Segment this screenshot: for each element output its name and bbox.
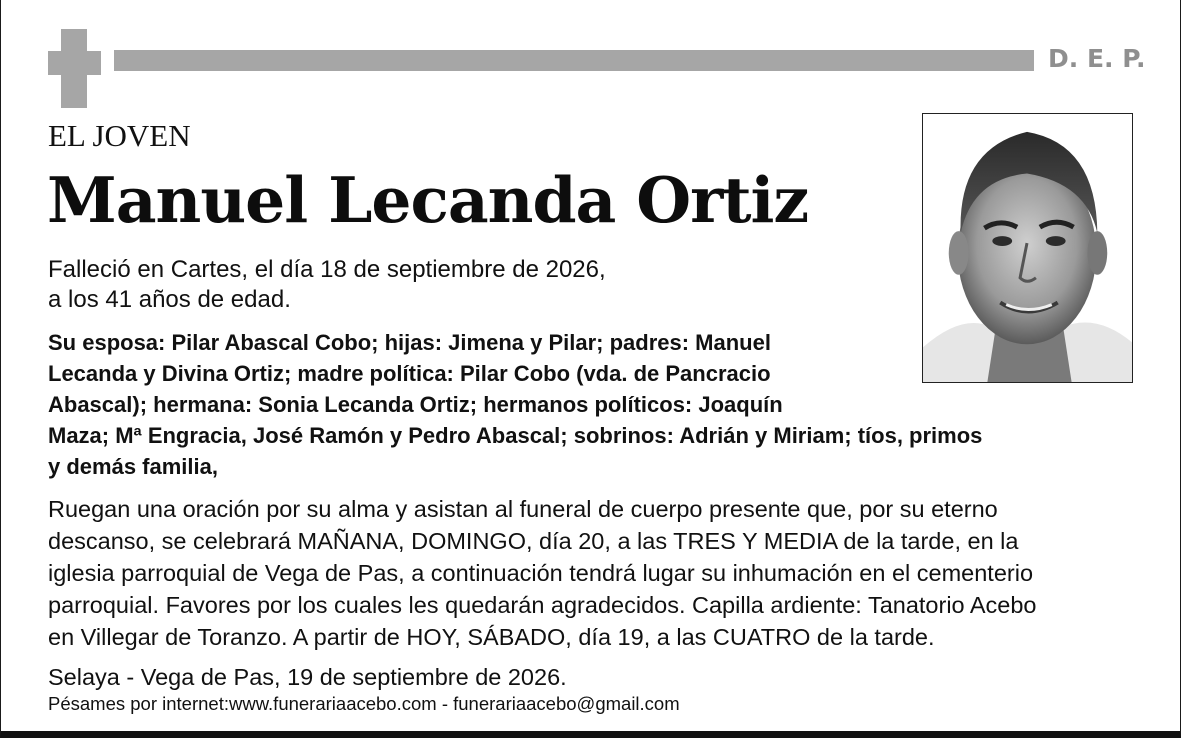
death-details	[48, 255, 908, 315]
dep-label: D. E. P.	[1048, 44, 1146, 73]
service-line: parroquial. Favores por los cuales les quedarán agradecidos. Capilla ardiente: Tanatorio Acebo	[48, 592, 1037, 618]
pretitle: EL JOVEN	[48, 118, 191, 153]
family-list	[48, 327, 1158, 482]
family-line: Maza; Mª Engracia, José Ramón y Pedro Abascal; sobrinos: Adrián y Miriam; tíos, primos	[48, 423, 983, 448]
death-line: Falleció en Cartes, el día 18 de septiembre de 2026,	[48, 256, 606, 283]
place-and-date: Selaya - Vega de Pas, 19 de septiembre de 2026.	[48, 664, 567, 690]
service-line: en Villegar de Toranzo. A partir de HOY, SÁBADO, día 19, a las CUATRO de la tarde.	[48, 624, 935, 650]
family-line: Abascal); hermana: Sonia Lecanda Ortiz; hermanos políticos: Joaquín	[48, 392, 783, 417]
death-line: a los 41 años de edad.	[48, 286, 291, 313]
service-line: iglesia parroquial de Vega de Pas, a continuación tendrá lugar su inhumación en el cementerio	[48, 560, 1034, 586]
service-line: Ruegan una oración por su alma y asistan al funeral de cuerpo presente que, por su eterno	[48, 496, 998, 522]
family-line: y demás familia,	[48, 454, 218, 479]
header-rule	[114, 50, 1034, 71]
deceased-name: Manuel Lecanda Ortiz	[47, 163, 809, 237]
condolences-contact: Pésames por internet:www.funerariaacebo.com - funerariaacebo@gmail.com	[48, 693, 680, 714]
family-line: Lecanda y Divina Ortiz; madre política: Pilar Cobo (vda. de Pancracio	[48, 361, 771, 386]
funeral-service-details	[48, 493, 1163, 653]
cross-icon	[48, 29, 101, 108]
service-line: descanso, se celebrará MAÑANA, DOMINGO, día 20, a las TRES Y MEDIA de la tarde, en la	[48, 528, 1019, 554]
family-line: Su esposa: Pilar Abascal Cobo; hijas: Jimena y Pilar; padres: Manuel	[48, 330, 771, 355]
